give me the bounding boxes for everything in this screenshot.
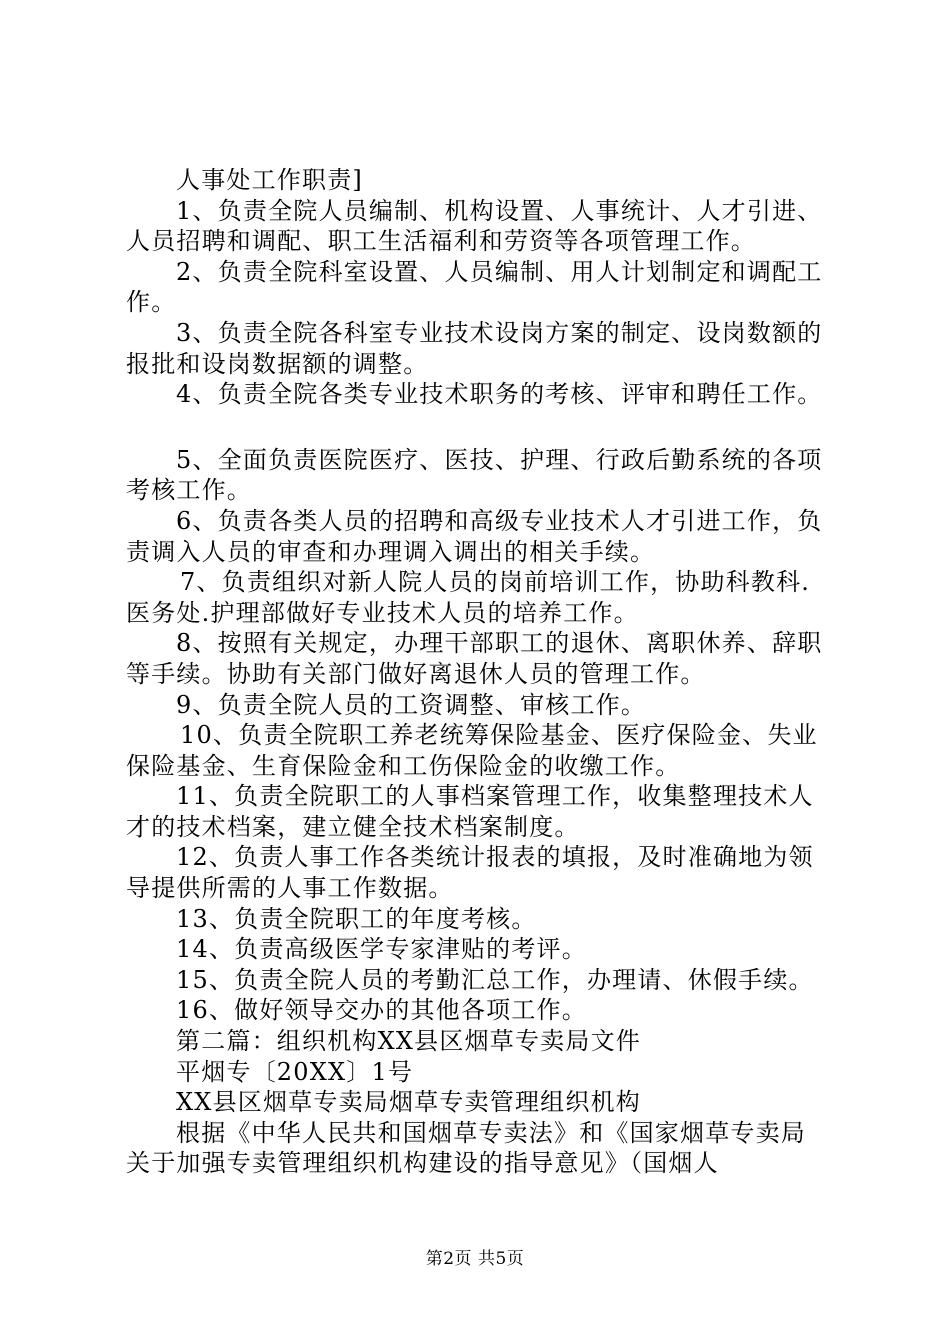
text-line: 人员招聘和调配、职工生活福利和劳资等各项管理工作。 — [126, 227, 756, 256]
section-heading: 人事处工作职责] — [176, 166, 363, 194]
text-line: 13、负责全院职工的年度考核。 — [176, 904, 537, 933]
text-line: 9、负责全院人员的工资调整、审核工作。 — [176, 690, 647, 719]
text-line: 医务处.护理部做好专业技术人员的培养工作。 — [126, 598, 639, 627]
text-line: 12、负责人事工作各类统计报表的填报，及时准确地为领 — [176, 843, 814, 872]
text-line: 14、负责高级医学专家津贴的考评。 — [176, 935, 587, 964]
text-line: 报批和设岗数据额的调整。 — [126, 349, 429, 378]
text-line: 5、全面负责医院医疗、医技、护理、行政后勤系统的各项 — [176, 445, 823, 474]
text-line: 10、负责全院职工养老统筹保险基金、医疗保险金、失业 — [180, 721, 818, 750]
document-number: 平烟专〔20XX〕1号 — [176, 1057, 414, 1086]
text-line: 11、负责全院职工的人事档案管理工作，收集整理技术人 — [176, 782, 814, 811]
text-line: 关于加强专卖管理组织机构建设的指导意见》（国烟人 — [126, 1149, 719, 1178]
text-line: 16、做好领导交办的其他各项工作。 — [176, 996, 587, 1025]
text-line: 4、负责全院各类专业技术职务的考核、评审和聘任工作。 — [176, 380, 823, 409]
text-line: 2、负责全院科室设置、人员编制、用人计划制定和调配工 — [176, 257, 823, 286]
blank-line — [126, 410, 834, 445]
text-line: 3、负责全院各科室专业技术设岗方案的制定、设岗数额的 — [176, 318, 823, 347]
text-line: 6、负责各类人员的招聘和高级专业技术人才引进工作，负 — [176, 506, 823, 535]
text-line: 导提供所需的人事工作数据。 — [126, 874, 454, 903]
text-line: 7、负责组织对新人院人员的岗前培训工作，协助科教科. — [180, 568, 811, 597]
text-line: 根据《中华人民共和国烟草专卖法》和《国家烟草专卖局 — [176, 1118, 806, 1147]
text-line: 1、负责全院人员编制、机构设置、人事统计、人才引进、 — [176, 196, 823, 225]
text-line: 责调入人员的审查和办理调入调出的相关手续。 — [126, 537, 656, 566]
text-line: 15、负责全院人员的考勤汇总工作，办理请、休假手续。 — [176, 965, 814, 994]
section-title: 第二篇：组织机构XX县区烟草专卖局文件 — [176, 1027, 641, 1056]
text-line: 才的技术档案，建立健全技术档案制度。 — [126, 812, 580, 841]
document-title: XX县区烟草专卖局烟草专卖管理组织机构 — [176, 1088, 641, 1117]
page-number-footer: 第2页 共5页 — [425, 1249, 525, 1269]
document-body — [126, 165, 834, 1179]
text-line: 8、按照有关规定，办理干部职工的退休、离职休养、辞职 — [176, 629, 823, 658]
text-line: 考核工作。 — [126, 476, 252, 505]
text-line: 作。 — [126, 288, 177, 317]
text-line: 保险基金、生育保险金和工伤保险金的收缴工作。 — [126, 751, 681, 780]
text-line: 等手续。协助有关部门做好离退休人员的管理工作。 — [126, 659, 706, 688]
